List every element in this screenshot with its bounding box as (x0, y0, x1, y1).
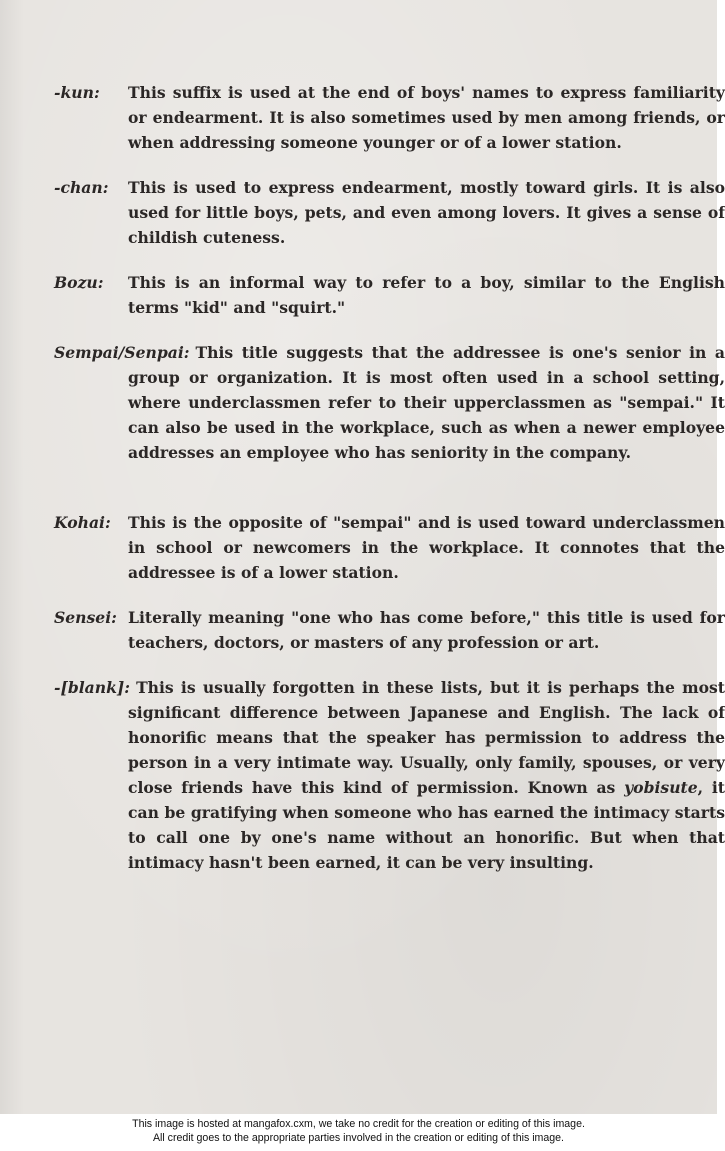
term-kohai: Kohai: (54, 513, 111, 532)
term-sensei: Sensei: (54, 608, 117, 627)
term-chan: -chan: (54, 178, 109, 197)
definition-sensei: Literally meaning "one who has come before," this title is used for teachers, doctors, or masters of any profession or art. (128, 608, 725, 652)
definition-sempai: This title suggests that the addressee is one's senior in a group or organization. It is most often used in a school setting, where underclassmen refer to their upperclassmen as "sempai." It can also be used in the workplace, such as when a newer employee addresses an employee who has seniority in the company. (128, 343, 725, 462)
term-kun: -kun: (54, 83, 100, 102)
definition-blank-part2: , it can be gratifying when someone who has earned the intimacy starts to call one by one's name without an honorific. But when that intimacy hasn't been earned, it can be very insulting. (128, 778, 725, 872)
definition-blank-part1: This is usually forgotten in these lists, but it is perhaps the most significant difference between Japanese and English. The lack of honorific means that the speaker has permission to address the person in a very intimate way. Usually, only family, spouses, or very close friends have this kind of permission. Known as (128, 678, 725, 797)
glossary-entry-sempai (54, 340, 725, 465)
glossary-entry-kun (54, 80, 725, 155)
term-blank: -[blank]: (54, 678, 131, 697)
definition-blank-italic: yobisute (624, 778, 698, 797)
disclaimer-line-2: All credit goes to the appropriate parties involved in the creation or editing of this image. (152, 1132, 565, 1144)
glossary-entry-chan (54, 175, 725, 250)
glossary-entry-kohai (54, 510, 725, 585)
definition-kohai: This is the opposite of "sempai" and is used toward underclassmen in school or newcomers in the workplace. It connotes that the addressee is of a lower station. (128, 513, 725, 582)
hosting-disclaimer (0, 1117, 717, 1145)
definition-kun: This suffix is used at the end of boys' names to express familiarity or endearment. It is also sometimes used by men among friends, or when addressing someone younger or of a lower station. (128, 83, 725, 152)
glossary-entry-blank (54, 675, 725, 875)
term-sempai: Sempai/Senpai: (54, 343, 190, 362)
glossary-entry-bozu (54, 270, 725, 320)
glossary-entry-sensei (54, 605, 725, 655)
definition-bozu: This is an informal way to refer to a boy, similar to the English terms "kid" and "squirt." (128, 273, 725, 317)
disclaimer-line-1: This image is hosted at mangafox.cxm, we take no credit for the creation or editing of this image. (132, 1118, 585, 1130)
term-bozu: Bozu: (54, 273, 104, 292)
definition-chan: This is used to express endearment, mostly toward girls. It is also used for little boys, pets, and even among lovers. It gives a sense of childish cuteness. (128, 178, 725, 247)
